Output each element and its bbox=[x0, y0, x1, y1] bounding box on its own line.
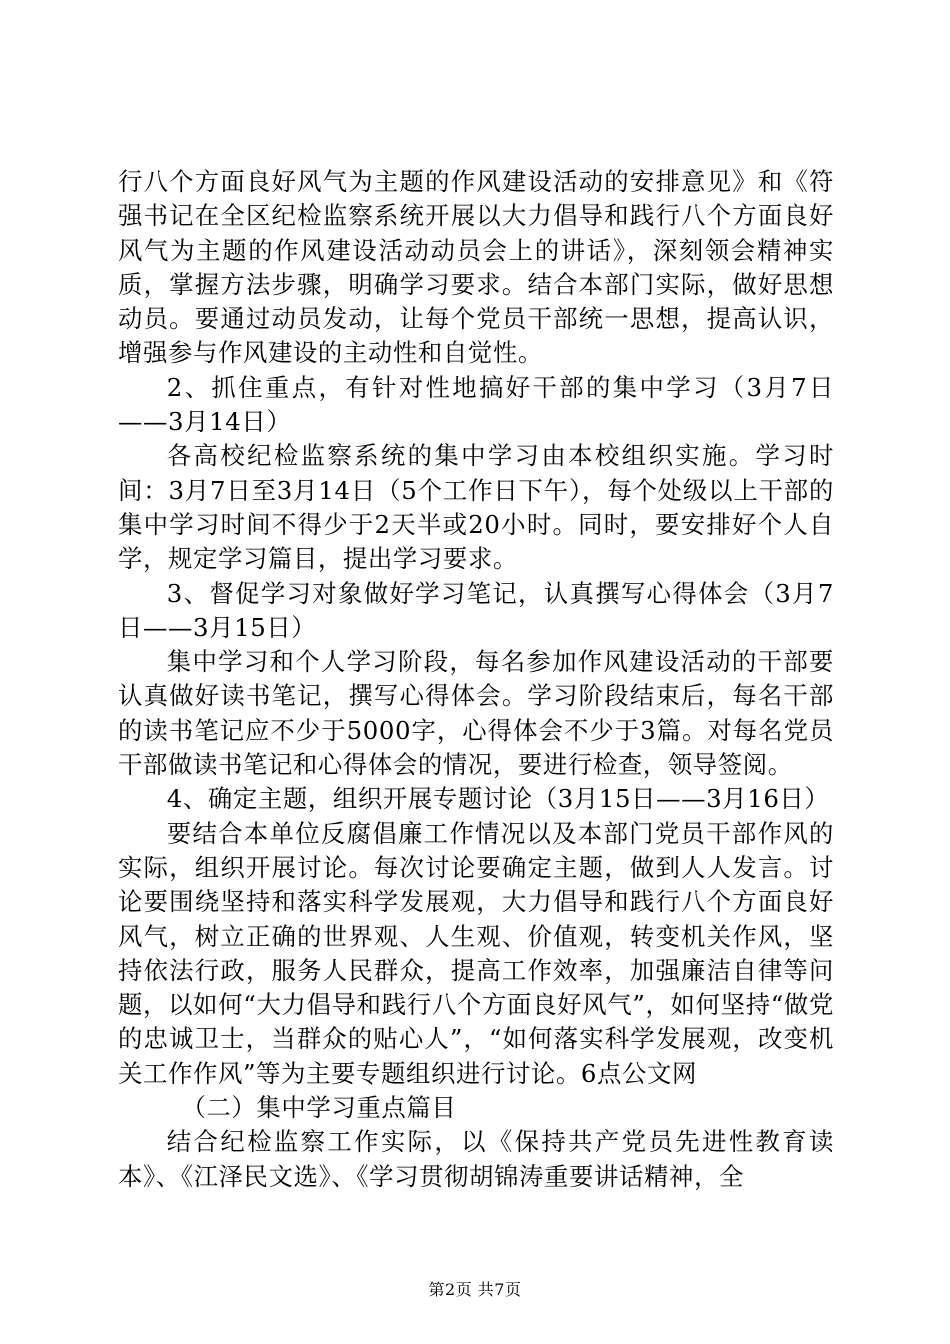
heading-item-3: 3、督促学习对象做好学习笔记，认真撰写心得体会（3月7日——3月15日） bbox=[118, 578, 834, 642]
paragraph-discussion: 要结合本单位反腐倡廉工作情况以及本部门党员干部作风的实际，组织开展讨论。每次讨论要确定主题，做到人人发言。讨论要围绕坚持和落实科学发展观，大力倡导和践行八个方面良好风气，树立正确的世界观、人生观、价值观，转变机关作风，坚持依法行政，服务人民群众，提高工作效率，加强廉洁自律等问题，以如何“大力倡导和践行八个方面良好风气”，如何坚持“做党的忠诚卫士，当群众的贴心人”，“如何落实科学发展观，改变机关工作作风”等为主要专题组织进行讨论。6点公文网 bbox=[118, 818, 834, 1088]
page-number-footer: 第2页 共7页 bbox=[428, 1280, 522, 1299]
document-body bbox=[118, 165, 834, 1194]
heading-item-2: 2、抓住重点，有针对性地搞好干部的集中学习（3月7日——3月14日） bbox=[118, 372, 834, 437]
heading-item-4: 4、确定主题，组织开展专题讨论（3月15日——3月16日） bbox=[166, 784, 830, 814]
paragraph-study-schedule: 各高校纪检监察系统的集中学习由本校组织实施。学习时间：3月7日至3月14日（5个工作日下午），每个处级以上干部的集中学习时间不得少于2天半或20小时。同时，要安排好个人自学，规定学习篇目，提出学习要求。 bbox=[118, 441, 834, 574]
heading-section-2: （二）集中学习重点篇目 bbox=[181, 1093, 457, 1123]
paragraph-continuation: 行八个方面良好风气为主题的作风建设活动的安排意见》和《符强书记在全区纪检监察系统开展以大力倡导和践行八个方面良好风气为主题的作风建设活动动员会上的讲话》，深刻领会精神实质，掌握方法步骤，明确学习要求。结合本部门实际，做好思想动员。要通过动员发动，让每个党员干部统一思想，提高认识，增强参与作风建设的主动性和自觉性。 bbox=[118, 167, 834, 368]
paragraph-key-readings: 结合纪检监察工作实际，以《保持共产党员先进性教育读本》、《江泽民文选》、《学习贯彻胡锦涛重要讲话精神，全 bbox=[118, 1127, 834, 1191]
paragraph-study-notes: 集中学习和个人学习阶段，每名参加作风建设活动的干部要认真做好读书笔记，撰写心得体会。学习阶段结束后，每名干部的读书笔记应不少于5000字，心得体会不少于3篇。对每名党员干部做读书笔记和心得体会的情况，要进行检查，领导签阅。 bbox=[118, 647, 834, 780]
